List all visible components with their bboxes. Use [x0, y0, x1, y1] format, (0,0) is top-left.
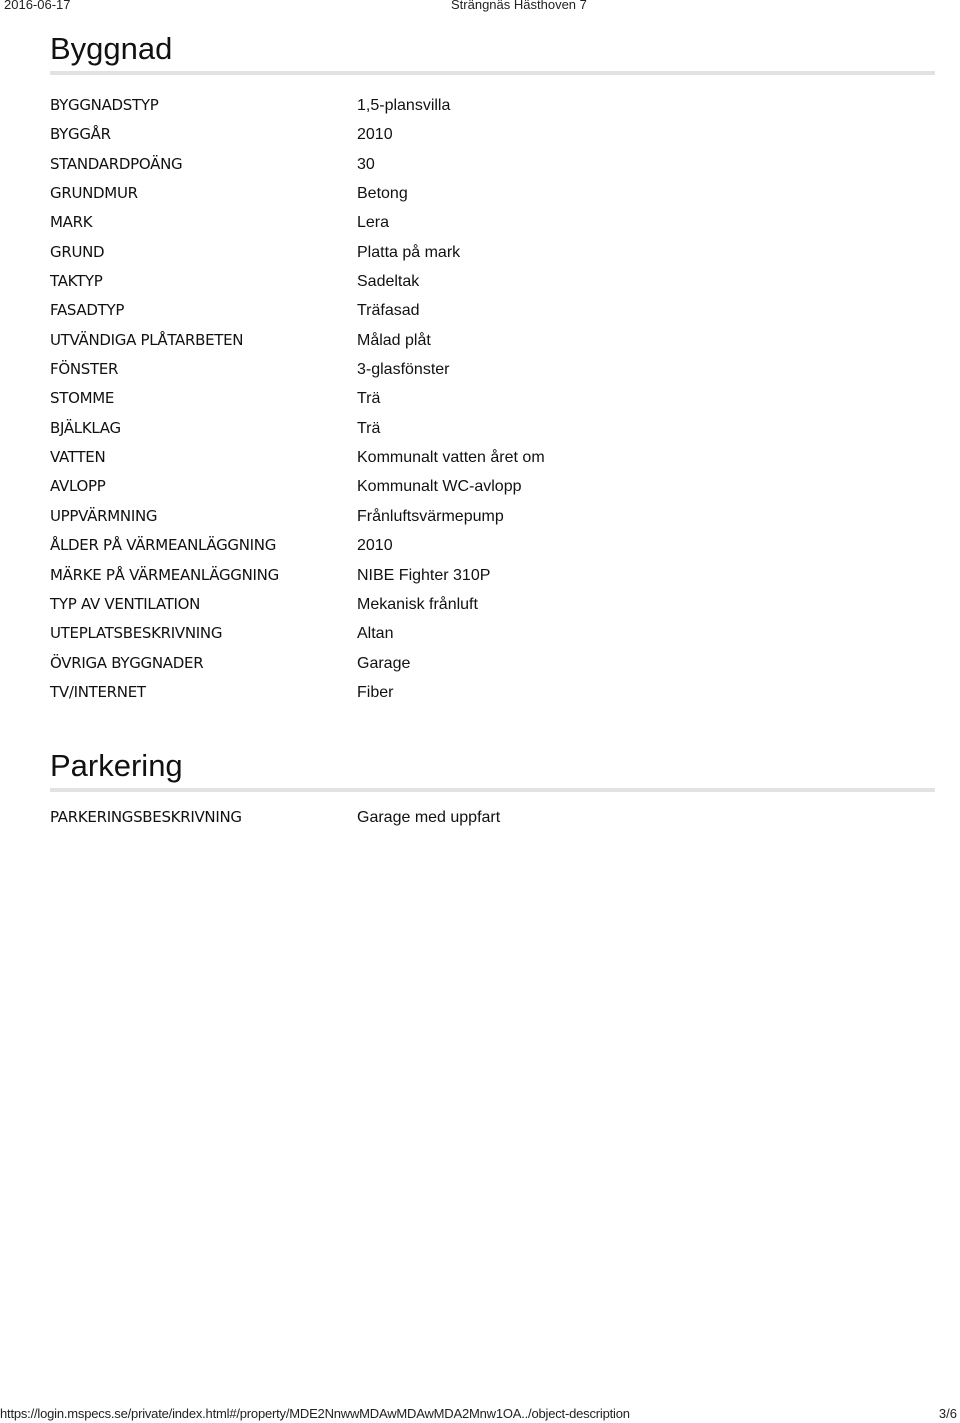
table-row [50, 619, 935, 648]
section-divider [50, 788, 935, 792]
table-row [50, 355, 935, 384]
row-label: STOMME [50, 389, 115, 408]
table-row [50, 150, 935, 179]
row-label: TV/INTERNET [50, 682, 146, 701]
row-value: Altan [357, 625, 394, 643]
row-label: PARKERINGSBESKRIVNING [50, 808, 242, 826]
row-label: MARK [50, 213, 93, 232]
row-value: Garage med uppfart [357, 809, 501, 826]
row-label: TYP AV VENTILATION [50, 594, 201, 613]
row-value: 3-glasfönster [357, 361, 450, 379]
row-label: UTEPLATSBESKRIVNING [50, 624, 223, 643]
table-row [50, 120, 935, 149]
row-value: 1,5-plansvilla [357, 97, 451, 114]
row-value: Kommunalt vatten året om [357, 449, 545, 467]
parkering-list [50, 803, 935, 832]
table-row [50, 502, 935, 531]
table-row [50, 803, 935, 832]
row-label: UTVÄNDIGA PLÅTARBETEN [50, 330, 244, 349]
table-row [50, 443, 935, 472]
row-value: Trä [357, 419, 381, 437]
row-label: BYGGNADSTYP [50, 96, 159, 114]
table-row [50, 238, 935, 267]
table-row [50, 326, 935, 355]
table-row [50, 91, 935, 120]
row-value: Frånluftsvärmepump [357, 507, 504, 525]
page-url: https://login.mspecs.se/private/index.html#/property/MDE2NnwwMDAwMDAwMDA2Mnw1OA../object-description [0, 1406, 630, 1421]
row-label: GRUNDMUR [50, 184, 138, 203]
row-value: 2010 [357, 537, 393, 555]
row-value: 2010 [357, 126, 393, 144]
table-row [50, 561, 935, 590]
row-label: MÄRKE PÅ VÄRMEANLÄGGNING [50, 565, 279, 584]
row-label: TAKTYP [50, 272, 103, 291]
row-value: Garage [357, 654, 411, 672]
row-value: Träfasad [357, 302, 420, 320]
row-value: Fiber [357, 683, 394, 701]
table-row [50, 590, 935, 619]
row-value: Mekanisk frånluft [357, 595, 478, 613]
table-row [50, 414, 935, 443]
table-row [50, 384, 935, 413]
row-label: UPPVÄRMNING [50, 506, 158, 525]
row-value: Kommunalt WC-avlopp [357, 478, 522, 496]
table-row [50, 472, 935, 501]
row-label: AVLOPP [50, 477, 106, 496]
print-header [0, 0, 960, 14]
row-label: FASADTYP [50, 301, 125, 320]
row-value: Betong [357, 185, 408, 203]
table-row [50, 208, 935, 237]
table-row [50, 531, 935, 560]
row-value: Lera [357, 214, 390, 232]
table-row [50, 678, 935, 707]
row-value: Trä [357, 390, 381, 408]
row-value: Platta på mark [357, 243, 461, 261]
row-value: 30 [357, 155, 375, 173]
table-row [50, 179, 935, 208]
print-date: 2016-06-17 [4, 0, 71, 12]
row-label: GRUND [50, 242, 105, 261]
row-value: Målad plåt [357, 331, 431, 349]
section-title-byggnad: Byggnad [50, 31, 173, 66]
row-label: VATTEN [50, 448, 106, 467]
byggnad-list [50, 91, 935, 707]
table-row [50, 296, 935, 325]
row-label: STANDARDPOÄNG [50, 154, 183, 173]
print-footer [0, 1405, 960, 1423]
row-label: BJÄLKLAG [50, 418, 121, 437]
section-parkering [50, 747, 935, 832]
table-row [50, 267, 935, 296]
row-value: Sadeltak [357, 273, 420, 291]
section-divider [50, 71, 935, 75]
page-number: 3/6 [938, 1406, 957, 1421]
row-value: NIBE Fighter 310P [357, 566, 491, 584]
row-label: BYGGÅR [50, 125, 111, 144]
row-label: ÅLDER PÅ VÄRMEANLÄGGNING [50, 536, 277, 555]
section-title-parkering: Parkering [50, 748, 183, 783]
document-title: Strängnäs Hästhoven 7 [451, 0, 587, 12]
row-label: FÖNSTER [50, 360, 119, 379]
section-byggnad [50, 30, 935, 707]
row-label: ÖVRIGA BYGGNADER [50, 653, 204, 672]
table-row [50, 649, 935, 678]
